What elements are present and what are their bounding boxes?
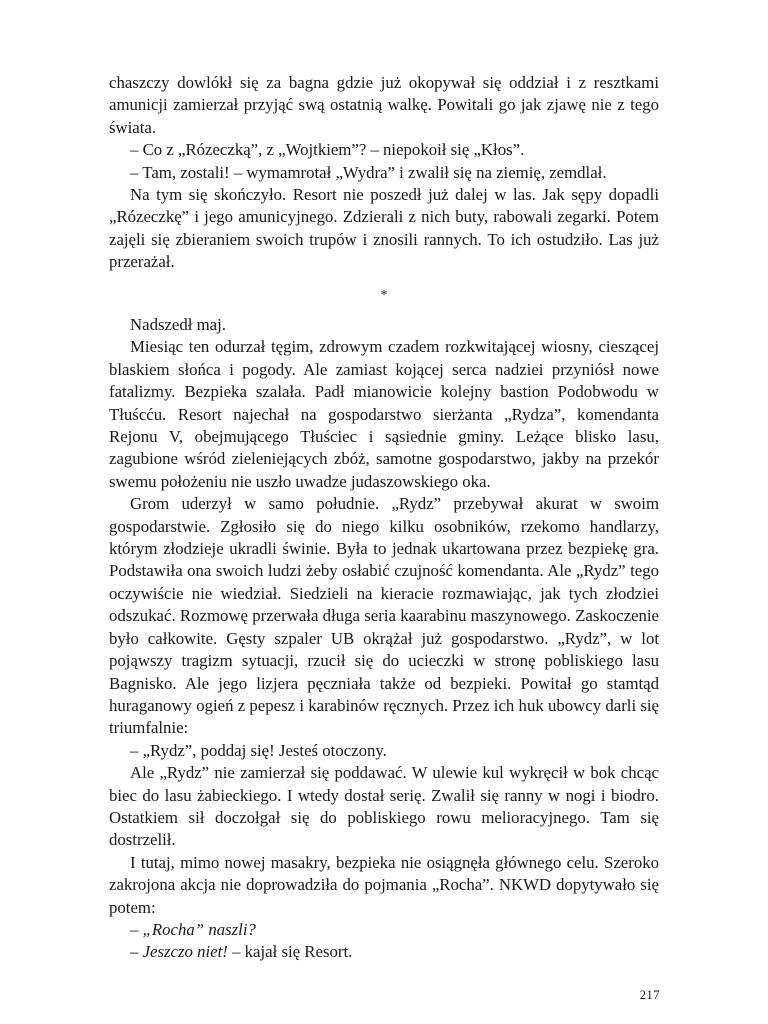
paragraph: Na tym się skończyło. Resort nie poszedł już dalej w las. Jak sępy dopadli „Rózeczkę” i jego amunicyjnego. Zdzierali z nich buty, rabowali zegarki. Potem zajęli się zbieraniem swoich trupów i znosili rannych. To ich ostudziło. Las już przerażał. — [109, 185, 659, 272]
dialogue-italic: – Jeszczo niet! — [130, 942, 228, 962]
dialogue-line — [109, 919, 659, 941]
dialogue-line — [109, 941, 659, 963]
paragraph: Miesiąc ten odurzał tęgim, zdrowym czadem rozkwitającej wiosny, cieszącej blaskiem słońca i pogody. Ale zamiast kojącej serca nadziei przyniósł nowe fatalizmy. Bezpieka szalała. Padł mianowicie kolejny bastion Podobwodu w Tłuścću. Resort najechał na gospodarstwo sierżanta „Rydza”, komendanta Rejonu V, obejmującego Tłuściec i sąsiednie gminy. Leżące blisko lasu, zagubione wśród zieleniejących zbóż, samotne gospodarstwo, jakby na przekór swemu położeniu nie uszło uwadze judaszowskiego oka. — [109, 337, 659, 491]
text-section-main — [109, 314, 659, 964]
dialogue-tail: – kajał się Resort. — [227, 942, 353, 962]
dialogue-italic: – „Rocha” naszli? — [130, 919, 256, 939]
dialogue-line: – „Rydz”, poddaj się! Jesteś otoczony. — [130, 740, 387, 760]
dialogue-line: – Tam, zostali! – wymamrotał „Wydra” i zwalił się na ziemię, zemdlał. — [130, 162, 607, 182]
text-section-top — [109, 72, 659, 274]
page-number: 217 — [639, 988, 660, 1002]
paragraph-intro: Nadszedł maj. — [130, 315, 226, 334]
paragraph: Ale „Rydz” nie zamierzał się poddawać. W ulewie kul wykręcił w bok chcąc biec do lasu żabieckiego. I wtedy dostał serię. Zwalił się ranny w nogi i biodro. Ostatkiem sił doczołgał się do pobliskiego rowu melioracyjnego. Tam się dostrzelił. — [109, 763, 659, 850]
paragraph: chaszczy dowlókł się za bagna gdzie już okopywał się oddział i z resztkami amunicji zamierzał przyjąć swą ostatnią walkę. Powitali go jak zjawę nie z tego świata. — [109, 73, 659, 137]
paragraph: Grom uderzył w samo południe. „Rydz” przebywał akurat w swoim gospodarstwie. Zgłosiło się do niego kilku osobników, rzekomo handlarzy, którym złodzieje ukradli świnie. Była to jednak ukartowana przez bezpiekę gra. Podstawiła ona swoich ludzi żeby osłabić czujność komendanta. Ale „Rydz” tego oczywiście nie wiedział. Siedzieli na kieracie rozmawiając, jak tych złodziei odszukać. Rozmowę przerwała długa seria kaarabinu maszynowego. Zaskoczenie było całkowite. Gęsty szpaler UB okrążał już gospodarstwo. „Rydz”, w lot pojąwszy tragizm sytuacji, rzucił się do ucieczki w stronę pobliskiego lasu Bagnisko. Ale jego lizjera pęczniała także od bezpieki. Powitał go stamtąd huraganowy ogień z pepesz i karabinów ręcznych. Przez ich huk ubowcy darli się triumfalnie: — [109, 494, 659, 738]
dialogue-line: – Co z „Rózeczką”, z „Wojtkiem”? – niepokoił się „Kłos”. — [130, 140, 525, 160]
section-separator: * — [380, 288, 388, 303]
paragraph: I tutaj, mimo nowej masakry, bezpieka nie osiągnęła głównego celu. Szeroko zakrojona akcja nie doprowadziła do pojmania „Rocha”. NKWD dopytywało się potem: — [109, 852, 659, 917]
